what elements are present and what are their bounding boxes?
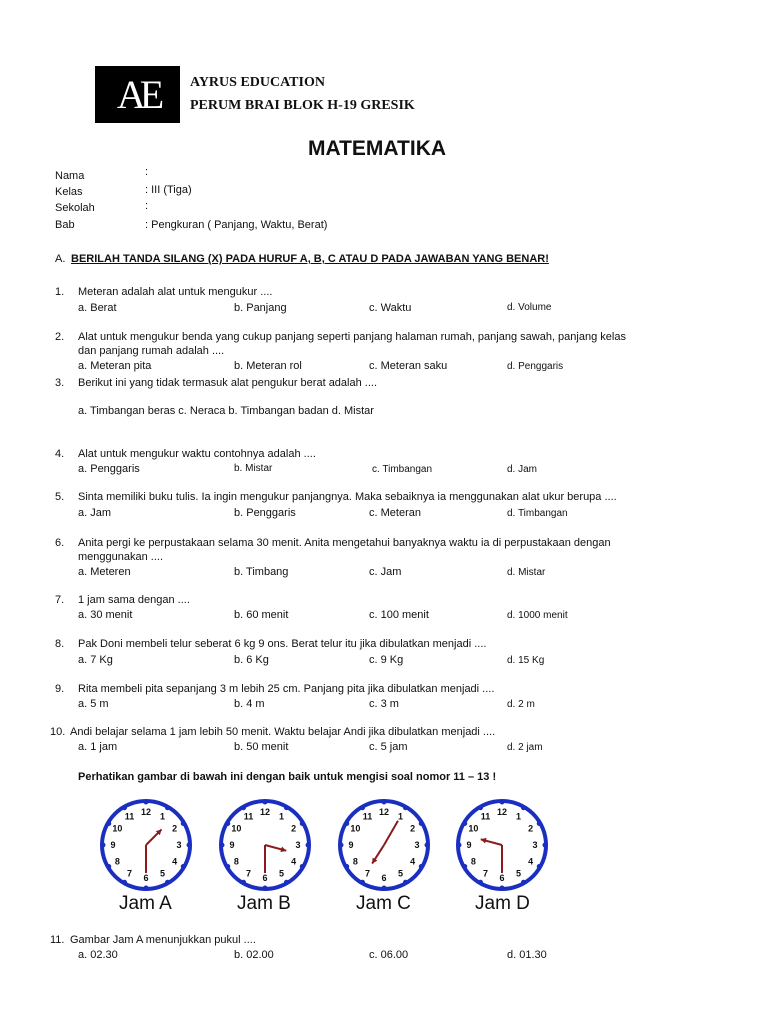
clock-tick [263, 800, 268, 805]
option-b[interactable]: b. 50 menit [234, 741, 289, 753]
clock-number: 9 [466, 840, 472, 850]
option-a[interactable]: a. Penggaris [78, 463, 140, 475]
clock-number: 4 [291, 856, 297, 867]
option-a[interactable]: a. Jam [78, 507, 112, 519]
clock-number: 12 [140, 807, 152, 817]
clock-tick [543, 843, 548, 848]
clock-number: 7 [364, 868, 371, 879]
section-prefix: A. [55, 253, 66, 265]
info-label-bab: Bab [55, 219, 75, 231]
info-label-sekolah: Sekolah [55, 202, 95, 214]
clock-tick [478, 805, 483, 810]
option-b[interactable]: b. 4 m [234, 698, 265, 710]
option-d[interactable]: d. Volume [507, 302, 552, 313]
clock-number: 6 [143, 873, 149, 883]
logo [95, 66, 180, 123]
clock-number: 3 [176, 840, 182, 850]
clock-number: 6 [381, 873, 387, 883]
clock-number: 5 [397, 868, 404, 879]
question-number: 3. [55, 377, 65, 389]
question-number: 2. [55, 331, 65, 343]
info-label-nama: Nama [55, 170, 85, 182]
org-address: PERUM BRAI BLOK H-19 GRESIK [190, 98, 415, 113]
clock-tick [225, 864, 230, 869]
clock-tick [300, 821, 305, 826]
clock-instruction: Perhatikan gambar di bawah ini dengan baik untuk mengisi soal nomor 11 – 13 ! [78, 771, 497, 783]
clock-tick [300, 864, 305, 869]
clock-number: 1 [159, 811, 166, 822]
question-number: 11. [50, 934, 65, 946]
clock-number: 2 [528, 823, 534, 834]
option-d[interactable]: d. Timbangan [507, 508, 568, 519]
clock-number: 12 [378, 807, 390, 817]
clock-tick [344, 821, 349, 826]
clock-number: 4 [172, 856, 178, 867]
clock-number: 3 [295, 840, 301, 850]
question-text: Berikut ini yang tidak termasuk alat pengukur berat adalah .... [78, 377, 378, 389]
question-text: Rita membeli pita sepanjang 3 m lebih 25 cm. Panjang pita jika dibulatkan menjadi .... [78, 683, 495, 695]
clock-tick [360, 880, 365, 885]
option-d[interactable]: d. Jam [507, 464, 538, 475]
clock-tick [521, 805, 526, 810]
clock-number: 7 [126, 868, 133, 879]
clock-number: 9 [110, 840, 116, 850]
option-d[interactable]: d. 2 jam [507, 742, 543, 753]
clock-number: 9 [229, 840, 235, 850]
question-number: 9. [55, 683, 65, 695]
clock-tick [144, 886, 149, 891]
option-c[interactable]: c. Meteran [369, 507, 421, 519]
option-d[interactable]: d. 2 m [507, 699, 535, 710]
clock-tick [419, 864, 424, 869]
option-a[interactable]: a. Berat [78, 302, 117, 314]
clock-number: 3 [532, 840, 538, 850]
clock-number: 10 [231, 823, 242, 834]
page-title: MATEMATIKA [308, 137, 447, 160]
question-number: 8. [55, 638, 65, 650]
clock-number: 2 [291, 823, 297, 834]
clock-number: 8 [352, 856, 358, 867]
clock-number: 10 [112, 823, 123, 834]
option-b[interactable]: b. 02.00 [234, 949, 274, 961]
option-c[interactable]: c. 9 Kg [369, 654, 404, 666]
clock-tick [263, 886, 268, 891]
clock-number: 10 [350, 823, 361, 834]
option-c[interactable]: c. Jam [369, 566, 402, 578]
clock-tick [457, 843, 462, 848]
clock-tick [106, 821, 111, 826]
clock-tick [101, 843, 106, 848]
question-number: 5. [55, 491, 65, 503]
option-a[interactable]: a. Meteren [78, 566, 131, 578]
clock-number: 3 [414, 840, 420, 850]
option-d[interactable]: d. Penggaris [507, 361, 564, 372]
clock-number: 11 [362, 811, 373, 822]
clock-tick [187, 843, 192, 848]
clock-number: 5 [515, 868, 522, 879]
clock-tick [425, 843, 430, 848]
clock-number: 5 [159, 868, 166, 879]
clock-label-d: Jam D [475, 893, 530, 914]
clock-tick [382, 800, 387, 805]
clock-label-b: Jam B [237, 893, 291, 914]
option-b[interactable]: b. Timbang [234, 566, 289, 578]
question-number: 10. [50, 726, 66, 738]
info-value-kelas: : III (Tiga) [145, 184, 192, 196]
info-label-kelas: Kelas [55, 186, 83, 198]
clock-number: 4 [528, 856, 534, 867]
clock-tick [462, 821, 467, 826]
clock-number: 1 [278, 811, 285, 822]
clock-tick [537, 864, 542, 869]
option-a[interactable]: a. 02.30 [78, 949, 118, 961]
question-text: Alat untuk mengukur waktu contohnya adalah .... [78, 448, 316, 460]
clock-tick [165, 805, 170, 810]
clock-number: 8 [233, 856, 239, 867]
clock-tick [462, 864, 467, 869]
clock-number: 10 [468, 823, 479, 834]
clock-tick [478, 880, 483, 885]
clock-number: 1 [515, 811, 522, 822]
clock-tick [382, 886, 387, 891]
clock-tick [306, 843, 311, 848]
clock-tick [181, 864, 186, 869]
clock-tick [181, 821, 186, 826]
question-number: 7. [55, 594, 65, 606]
option-b[interactable]: b. Penggaris [234, 507, 296, 519]
clock-number: 12 [496, 807, 508, 817]
question-number: 1. [55, 286, 65, 298]
clock-number: 7 [482, 868, 489, 879]
option-a[interactable]: a. 1 jam [78, 741, 118, 753]
clock-number: 12 [259, 807, 271, 817]
option-b[interactable]: b. Mistar [234, 463, 273, 474]
clock-number: 8 [470, 856, 476, 867]
question-text: Sinta memiliki buku tulis. Ia ingin mengukur panjangnya. Maka sebaiknya ia menggunakan alat ukur berupa .... [78, 491, 617, 503]
clock-number: 5 [278, 868, 285, 879]
clock-label-c: Jam C [356, 893, 411, 914]
clock-number: 6 [499, 873, 505, 883]
clock-tick [500, 800, 505, 805]
clock-number: 11 [243, 811, 254, 822]
clock-number: 6 [262, 873, 268, 883]
option-a[interactable]: a. 5 m [78, 698, 109, 710]
option-d[interactable]: d. 15 Kg [507, 655, 545, 666]
option-b[interactable]: b. Meteran rol [234, 360, 302, 372]
clock-number: 8 [114, 856, 120, 867]
option-d[interactable]: d. 01.30 [507, 949, 547, 961]
question-number: 4. [55, 448, 65, 460]
clock-tick [225, 821, 230, 826]
clock-tick [500, 886, 505, 891]
info-value-bab: : Pengkuran ( Panjang, Waktu, Berat) [145, 219, 328, 231]
clock-tick [144, 800, 149, 805]
option-c[interactable]: c. Meteran saku [369, 360, 448, 372]
option-c[interactable]: c. 5 jam [369, 741, 408, 753]
option-a[interactable]: a. Meteran pita [78, 360, 152, 372]
option-c[interactable]: c. Timbangan [372, 464, 433, 475]
option-b[interactable]: b. Panjang [234, 302, 287, 314]
info-value-nama: : [145, 166, 149, 178]
clock-number: 7 [245, 868, 252, 879]
clock-tick [241, 805, 246, 810]
question-text: Meteran adalah alat untuk mengukur .... [78, 286, 273, 298]
clock-number: 9 [348, 840, 354, 850]
question-text-continued: menggunakan .... [78, 551, 164, 563]
clock-tick [284, 805, 289, 810]
clock-number: 2 [172, 823, 178, 834]
org-name: AYRUS EDUCATION [190, 75, 325, 90]
clock-tick [284, 880, 289, 885]
clock-tick [339, 843, 344, 848]
section-instruction: BERILAH TANDA SILANG (X) PADA HURUF A, B, C ATAU D PADA JAWABAN YANG BENAR! [71, 253, 549, 265]
option-d[interactable]: d. Mistar [507, 567, 546, 578]
clock-number: 2 [410, 823, 416, 834]
clock-tick [403, 880, 408, 885]
option-c[interactable]: c. 100 menit [369, 609, 429, 621]
question-text: Pak Doni membeli telur seberat 6 kg 9 ons. Berat telur itu jika dibulatkan menjadi .... [78, 638, 487, 650]
clock-number: 11 [124, 811, 135, 822]
question-number: 6. [55, 537, 65, 549]
question-text: Anita pergi ke perpustakaan selama 30 menit. Anita mengetahui banyaknya waktu ia di perpustakaan dengan [78, 537, 611, 549]
clock-tick [220, 843, 225, 848]
option-c[interactable]: c. 3 m [369, 698, 399, 710]
clock-number: 1 [397, 811, 404, 822]
question-text: Alat untuk mengukur benda yang cukup panjang seperti panjang halaman rumah, panjang sawah, panjang kelas [78, 331, 626, 343]
option-c[interactable]: c. 06.00 [369, 949, 409, 961]
clock-tick [360, 805, 365, 810]
logo-text: AE [116, 72, 159, 117]
clock-tick [122, 880, 127, 885]
info-value-sekolah: : [145, 200, 149, 212]
clock-tick [521, 880, 526, 885]
clock-tick [344, 864, 349, 869]
option-d[interactable]: d. 1000 menit [507, 610, 568, 621]
clock-tick [122, 805, 127, 810]
clock-tick [403, 805, 408, 810]
option-a[interactable]: a. 7 Kg [78, 654, 113, 666]
question-text: 1 jam sama dengan .... [78, 594, 190, 606]
clock-label-a: Jam A [119, 893, 172, 914]
clock-tick [419, 821, 424, 826]
clock-number: 4 [410, 856, 416, 867]
clock-tick [241, 880, 246, 885]
question-text: Gambar Jam A menunjukkan pukul .... [70, 934, 256, 946]
clock-number: 11 [480, 811, 491, 822]
option-b[interactable]: b. 6 Kg [234, 654, 269, 666]
clock-tick [165, 880, 170, 885]
option-a[interactable]: a. 30 menit [78, 609, 133, 621]
options-inline[interactable]: a. Timbangan beras c. Neraca b. Timbangan badan d. Mistar [78, 405, 374, 417]
clock-figures [90, 795, 560, 895]
question-text: Andi belajar selama 1 jam lebih 50 menit. Waktu belajar Andi jika dibulatkan menjadi .... [70, 726, 496, 738]
option-b[interactable]: b. 60 menit [234, 609, 289, 621]
option-c[interactable]: c. Waktu [369, 302, 412, 314]
clock-tick [537, 821, 542, 826]
question-text-continued: dan panjang rumah adalah .... [78, 345, 225, 357]
clock-tick [106, 864, 111, 869]
